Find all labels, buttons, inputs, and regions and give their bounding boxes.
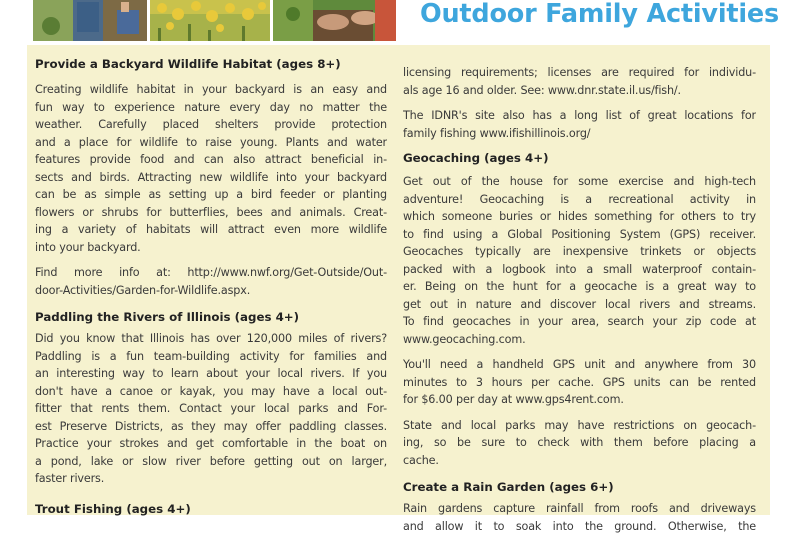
paragraph-nwf-link: Find more info at: http://www.nwf.org/Get-Outside/Out- door-Activities/Garden-for-Wildlife.aspx. [35,266,387,297]
paragraph-gps-rental: You'll need a handheld GPS unit and anywhere from 30 minutes to 3 hours per cache. GPS units can be rented for $6.00 per day at www.gps4rent.com. [403,358,756,406]
paragraph-park-restrictions: State and local parks may have restrictions on geocach- ing, so be sure to check with them before placing a cache. [403,418,756,467]
right-column [403,64,756,535]
photo-hands-planting-icon [273,0,396,41]
heading-wildlife-habitat: Provide a Backyard Wildlife Habitat (ages 8+) [35,57,341,71]
left-column [35,55,387,518]
paragraph-rain-garden: Rain gardens capture rainfall from roofs and driveways and allow it to soak into the ground. Otherwise, the [403,502,756,533]
paragraph-wildlife-habitat: Creating wildlife habitat in your backyard is an easy and fun way to experience nature every day no matter the weather. Carefully placed shelters provide protection and a place for wildlife to raise young. Plants and water features provide food and can also attract beneficial in- sects and birds. Attracting new wildlife into your backyard can be as simple as setting up a bird feeder or planting flowers or shrubs for butterflies, bees and animals. Creat- ing a variety of habitats will attract even more wildlife into your backyard. [35,83,387,254]
photo-yellow-flowers-icon [150,0,270,41]
paragraph-geocaching: Get out of the house for some exercise and high-tech adventure! Geocaching is a recreational activity in which someone buries or hides something for others to try to find using a Global Positioning System (GPS) receiver. Geocaches typically are inexpensive trinkets or objects packed with a logbook into a small waterproof contain- er. Being on the hunt for a geocache is a great way to get out in nature and discover local rivers and streams. To find geocaches in your area, search your zip code at www.geocaching.com. [403,175,756,346]
heading-rain-garden: Create a Rain Garden (ages 6+) [403,480,614,494]
heading-paddling: Paddling the Rivers of Illinois (ages 4+) [35,310,300,324]
paragraph-licensing: licensing requirements; licenses are required for individu- als age 16 and older. See: www.dnr.state.il.us/fish/. [403,66,756,97]
photo-child-gardening-icon [33,0,147,41]
heading-geocaching: Geocaching (ages 4+) [403,151,549,165]
paragraph-idnr-locations: The IDNR's site also has a long list of great locations for family fishing www.ifishillinois.org/ [403,109,756,140]
paragraph-paddling: Did you know that Illinois has over 120,000 miles of rivers? Paddling is a fun team-building activity for families and an interesting way to learn about your local rivers. If you don't have a canoe or kayak, you may have a local out- fitter that rents them. Contact your local parks and For- est Preserve Districts, as they may offer paddling classes. Practice your strokes and get comfortable in the boat on a pond, lake or slow river before getting out on larger, faster rivers. [35,332,387,485]
heading-trout-fishing: Trout Fishing (ages 4+) [35,501,191,516]
page-title: Outdoor Family Activities [420,0,779,29]
